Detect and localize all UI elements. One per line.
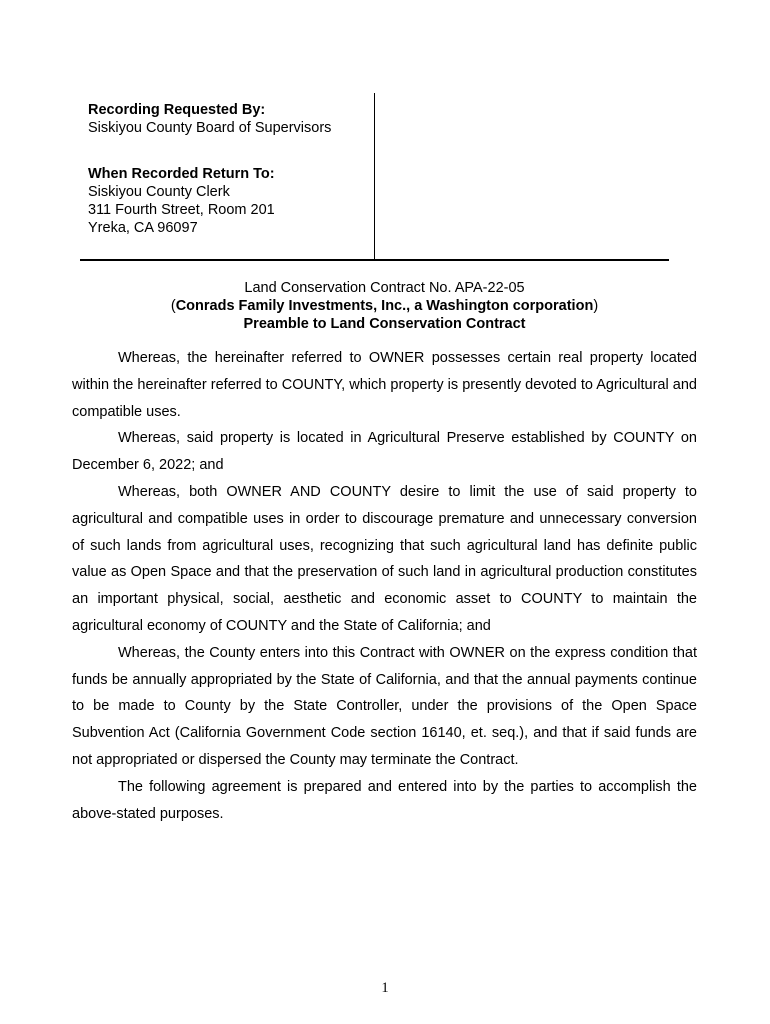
return-to-line: 311 Fourth Street, Room 201 — [88, 202, 275, 218]
recording-requested-by: Siskiyou County Board of Supervisors — [88, 120, 332, 136]
contract-party: Conrads Family Investments, Inc., a Washington corporation — [175, 298, 594, 314]
open-paren: ( — [170, 298, 176, 314]
spacer — [88, 137, 368, 165]
page-number: 1 — [381, 980, 389, 996]
paragraph: The following agreement is prepared and entered into by the parties to accomplish the above-stated purposes. — [72, 778, 697, 822]
paragraph: Whereas, said property is located in Agricultural Preserve established by COUNTY on December 6, 2022; and — [72, 430, 697, 474]
return-to-line: Siskiyou County Clerk — [88, 184, 230, 200]
contract-title — [72, 279, 697, 333]
contract-number: Land Conservation Contract No. APA-22-05 — [244, 280, 525, 296]
recording-info — [88, 101, 368, 237]
preamble-body — [72, 345, 697, 827]
contract-party-line — [72, 297, 697, 315]
paragraph: Whereas, both OWNER AND COUNTY desire to limit the use of said property to agricultural and compatible uses in order to discourage premature and unnecessary conversion of such lands from agricultural uses, recognizing that such agricultural land has definite public value as Open Space and that the preservation of such land in agricultural production constitutes an important physical, social, aesthetic and economic asset to COUNTY to maintain the agricultural economy of COUNTY and the State of California; and — [72, 483, 697, 634]
recording-requested-label: Recording Requested By: — [88, 102, 266, 118]
return-to-line: Yreka, CA 96097 — [88, 220, 198, 236]
paragraph: Whereas, the County enters into this Contract with OWNER on the express condition that funds be annually appropriated by the State of California, and that the annual payments continue to be made to County by the State Controller, under the provisions of the Open Space Subvention Act (California Government Code section 16140, et. seq.), and that if said funds are not appropriated or dispersed the County may terminate the Contract. — [72, 644, 697, 768]
return-to-label: When Recorded Return To: — [88, 166, 275, 182]
header-horizontal-divider — [80, 259, 669, 261]
close-paren: ) — [593, 298, 599, 314]
preamble-heading: Preamble to Land Conservation Contract — [243, 316, 526, 332]
paragraph: Whereas, the hereinafter referred to OWNER possesses certain real property located within the hereinafter referred to COUNTY, which property is presently devoted to Agricultural and compatible uses. — [72, 350, 697, 420]
header-vertical-divider — [374, 93, 375, 259]
